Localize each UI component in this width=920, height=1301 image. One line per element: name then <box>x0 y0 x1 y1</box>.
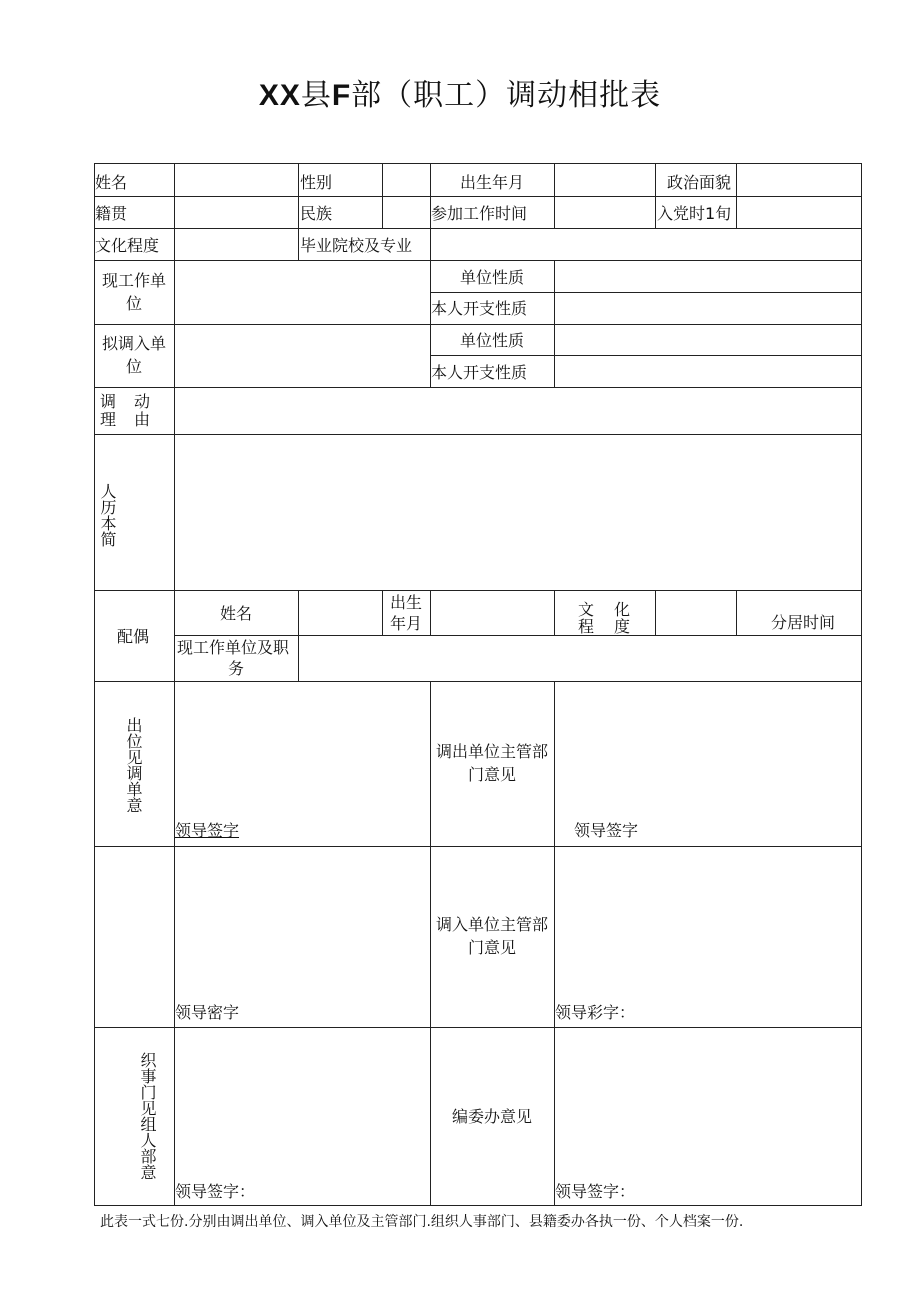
label-resume: 人历本简 <box>98 483 117 547</box>
label-unit-nature: 单位性质 <box>459 268 524 287</box>
label-sign-2: 领导签字 <box>574 821 639 840</box>
label-pay-nature: 本人开支性质 <box>431 299 528 318</box>
label-school-major: 毕业院校及专业 <box>300 236 413 255</box>
label-unit-nature-2: 单位性质 <box>459 331 524 350</box>
label-spouse-edu-a2: 化 <box>614 600 631 619</box>
label-spouse-work-2: 务 <box>227 659 244 678</box>
label-pay-nature-2: 本人开支性质 <box>431 363 528 382</box>
label-out-dept-1: 调出单位主管部 <box>435 742 548 761</box>
label-spouse-birth-2: 年月 <box>389 614 422 633</box>
label-spouse-name: 姓名 <box>219 604 252 623</box>
label-reason-a1: 调 <box>100 392 117 411</box>
label-spouse-edu-b1: 程 <box>578 617 595 636</box>
label-org-opinion: 织事门见组人部意 <box>138 1052 157 1180</box>
label-out-unit-opinion: 出位见调单意 <box>124 717 143 813</box>
label-reason-a2: 动 <box>134 392 151 411</box>
label-native: 籍贯 <box>95 204 128 223</box>
label-in-dept-2: 门意见 <box>467 938 516 957</box>
label-ethnic: 民族 <box>300 204 333 223</box>
label-name: 姓名 <box>95 173 128 192</box>
label-current-unit-1: 现工作单 <box>101 271 166 290</box>
label-work-start: 参加工作时间 <box>431 204 528 223</box>
label-education: 文化程度 <box>95 236 160 255</box>
label-target-unit-1: 拟调入单 <box>101 334 166 353</box>
label-reason-b1: 理 <box>100 410 117 429</box>
label-sign-5: 领导签字： <box>175 1182 256 1201</box>
label-spouse-edu-b2: 度 <box>614 617 631 636</box>
footer-note: 此表一式七份.分别由调出单位、调入单位及主管部门.组织人事部门、县籍委办各执一份、个人档案一份. <box>100 1214 744 1230</box>
label-birth: 出生年月 <box>459 173 524 192</box>
label-gender: 性别 <box>300 173 333 192</box>
label-reason-b2: 由 <box>134 410 151 429</box>
label-sign-1: 领导签字 <box>175 821 240 840</box>
label-in-dept-1: 调入单位主管部 <box>435 915 548 934</box>
label-sign-6: 领导签字： <box>555 1182 636 1201</box>
label-staff-office: 编委办意见 <box>451 1107 532 1126</box>
label-target-unit-2: 位 <box>125 357 142 376</box>
label-separation-time: 分居时间 <box>771 613 836 632</box>
label-sign-4: 领导彩字： <box>555 1003 636 1022</box>
label-political: 政治面貌 <box>667 173 732 192</box>
label-spouse-work-1: 现工作单位及职 <box>177 638 290 657</box>
label-spouse: 配偶 <box>117 627 150 646</box>
label-spouse-edu-a1: 文 <box>578 600 595 619</box>
page-title: XX县F部（职工）调动相批表 <box>258 78 662 113</box>
label-out-dept-2: 门意见 <box>467 765 516 784</box>
label-current-unit-2: 位 <box>125 294 142 313</box>
label-sign-3: 领导密字 <box>175 1003 240 1022</box>
label-spouse-birth-1: 出生 <box>389 593 422 612</box>
label-party-join: 入党时1旬 <box>657 204 732 223</box>
